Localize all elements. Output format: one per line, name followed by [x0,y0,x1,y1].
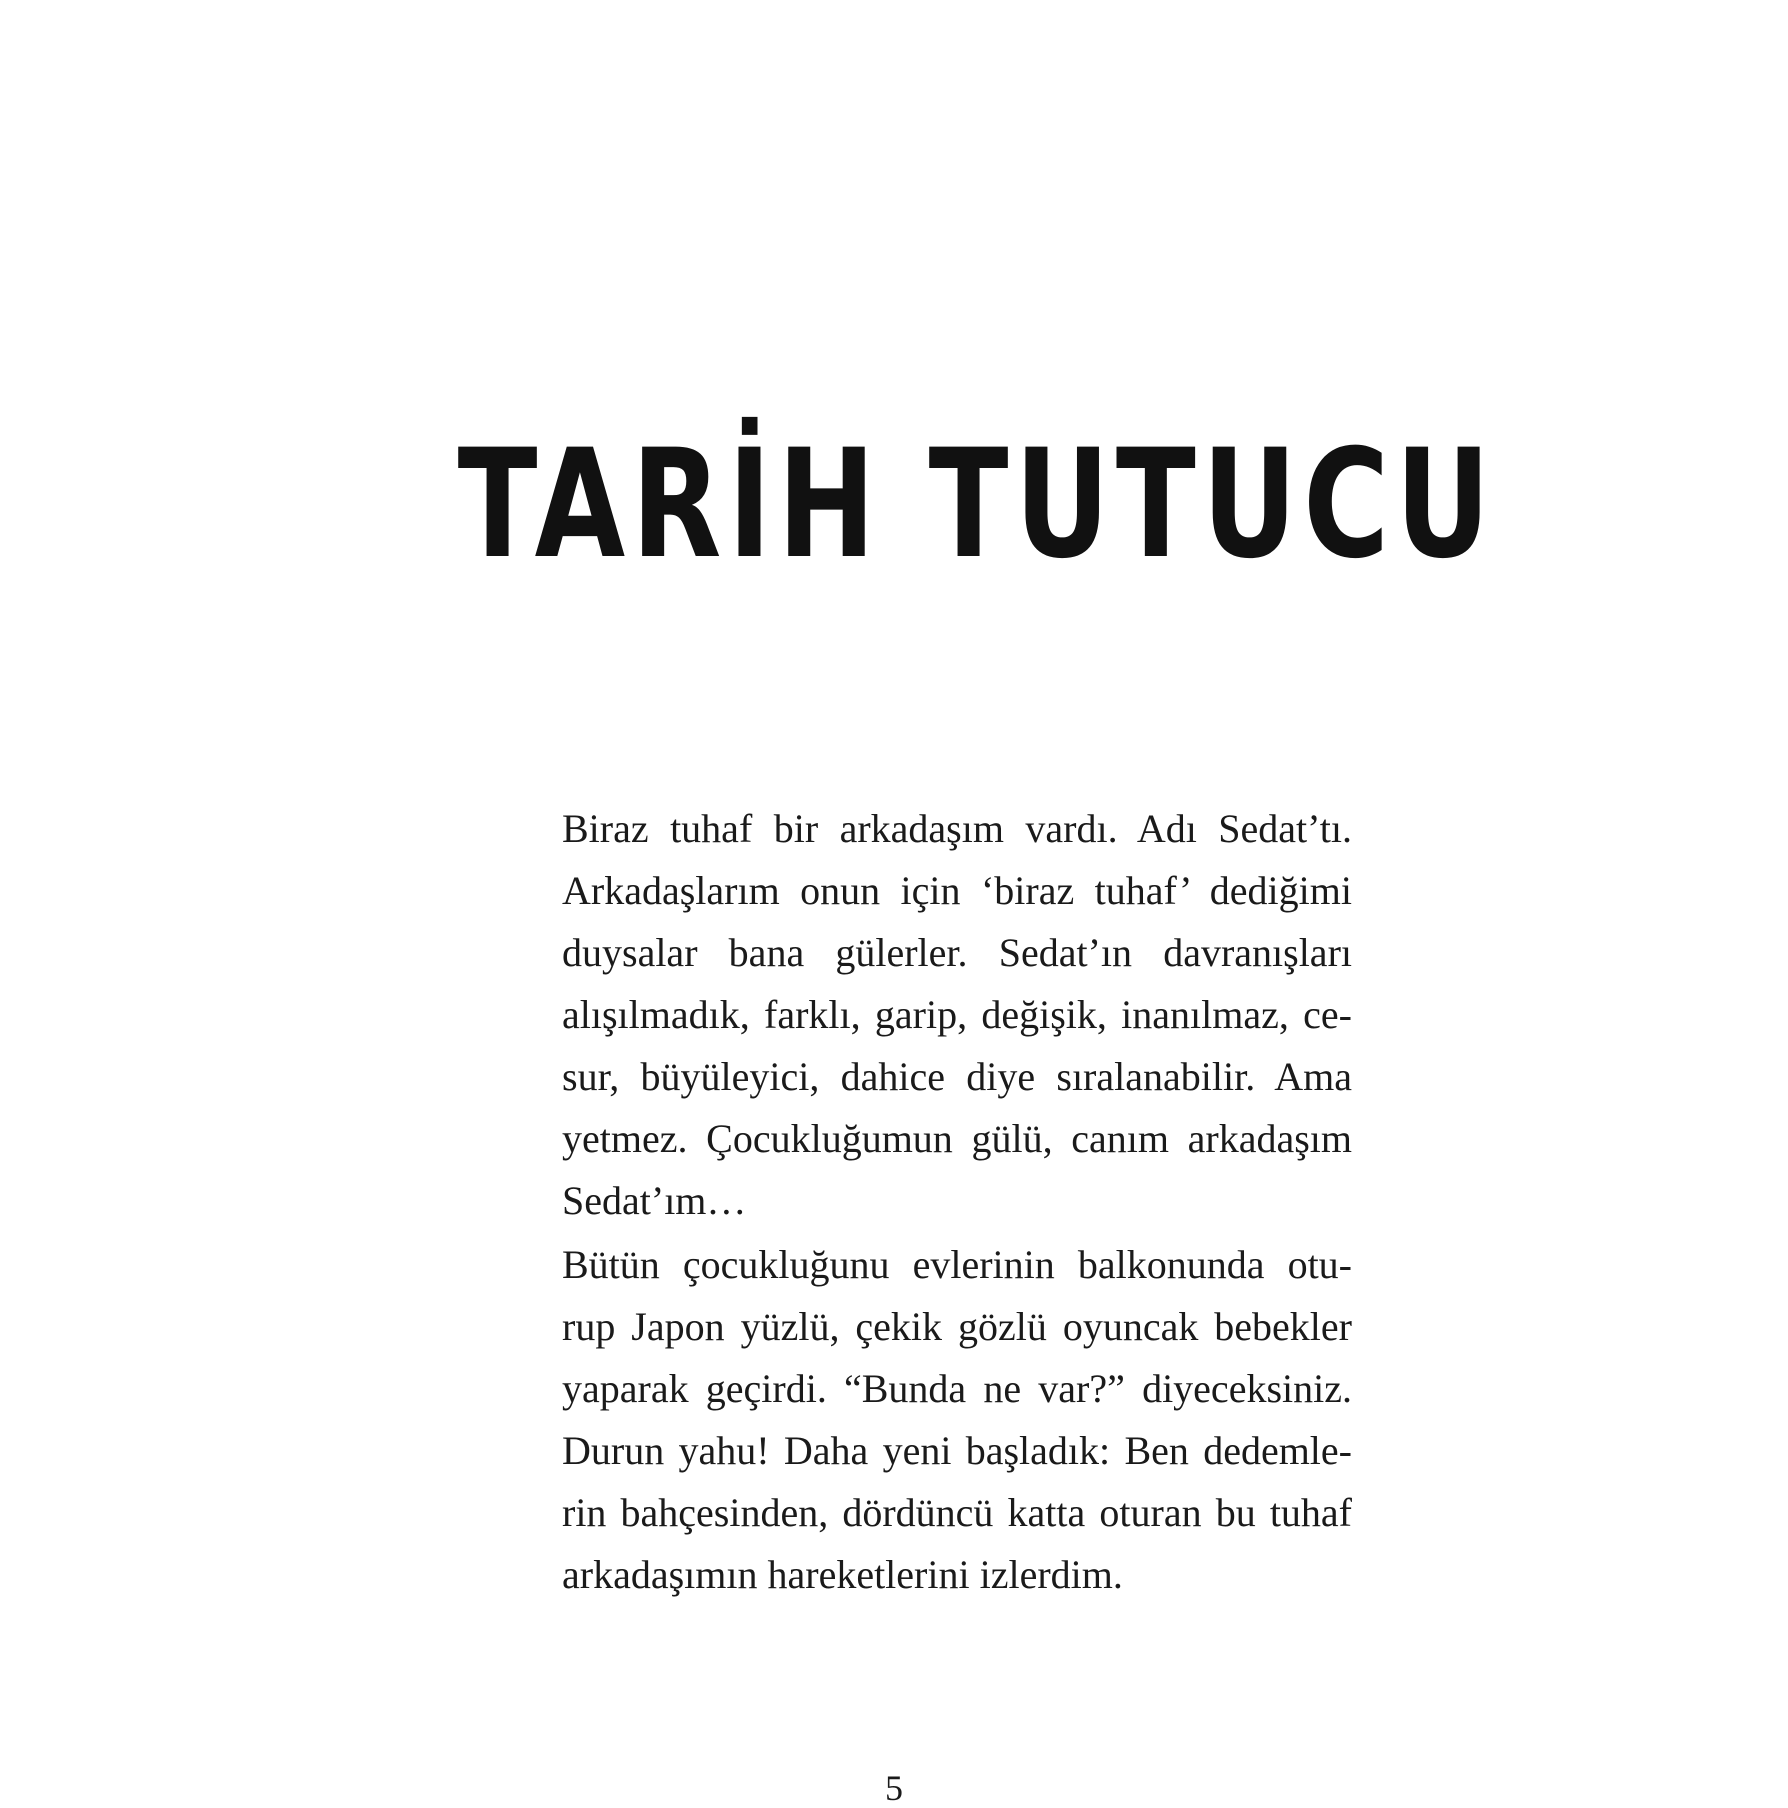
text-line: alışılmadık, farklı, garip, değişik, inanılmaz, ce- [562,992,1352,1037]
text-line: sur, büyüleyici, dahice diye sıralanabilir. Ama [562,1054,1352,1099]
text-line: Bütün çocukluğunu evlerinin balkonunda otu- [562,1242,1352,1287]
text-line: rin bahçesinden, dördüncü katta oturan bu tuhaf [562,1490,1352,1535]
text-line: rup Japon yüzlü, çekik gözlü oyuncak bebekler [562,1304,1352,1349]
text-line: Sedat’ım… [562,1178,747,1223]
text-line: duysalar bana gülerler. Sedat’ın davranışları [562,930,1352,975]
paragraph-1 [510,798,1352,1232]
text-line: Arkadaşlarım onun için ‘biraz tuhaf’ dediğimi [562,868,1352,913]
text-line: yetmez. Çocukluğumun gülü, canım arkadaşım [562,1116,1352,1161]
text-line: Biraz tuhaf bir arkadaşım vardı. Adı Sedat’tı. [562,806,1352,851]
paragraph-2 [510,1234,1352,1606]
text-line: Durun yahu! Daha yeni başladık: Ben dedemle- [562,1428,1352,1473]
body-text [510,798,1352,1606]
text-line: arkadaşımın hareketlerini izlerdim. [562,1552,1123,1597]
chapter-title: TARİH TUTUCU [457,418,1497,592]
text-line: yaparak geçirdi. “Bunda ne var?” diyeceksiniz. [562,1366,1352,1411]
page-number: 5 [885,1768,903,1808]
